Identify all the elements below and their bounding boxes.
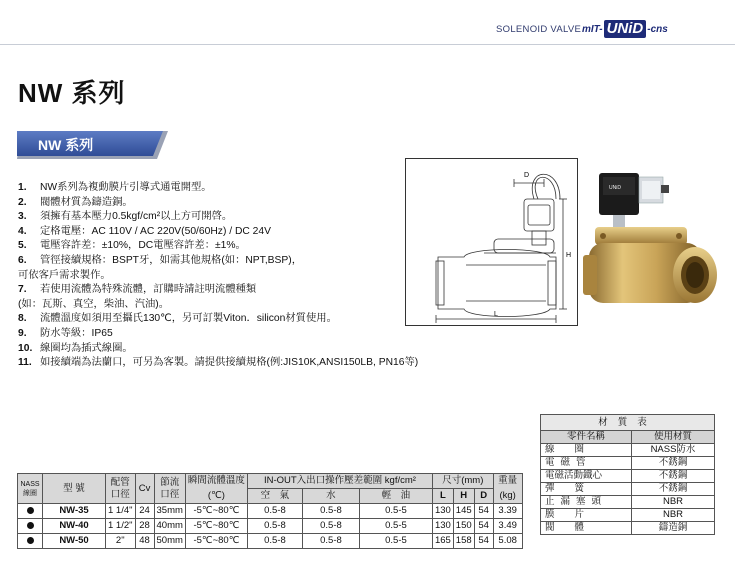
spec-row [18, 504, 523, 519]
feature-item [18, 327, 408, 342]
feature-item [18, 342, 408, 357]
material-row [541, 496, 715, 509]
header-temp: 瞬間流體溫度 [185, 474, 247, 489]
feature-item [18, 196, 408, 211]
spec-water: 0.5-8 [302, 534, 359, 549]
material-value: 不銹鋼 [632, 457, 715, 470]
feature-item [18, 283, 408, 298]
spec-air: 0.5-8 [247, 504, 302, 519]
feature-text: 管徑接續規格：BSPT牙，如需其他規格(如：NPT,BSP)， [40, 254, 303, 266]
feature-item [18, 254, 408, 269]
dimension-diagram [405, 158, 578, 326]
spec-port: 2" [106, 534, 136, 549]
material-value: 不銹鋼 [632, 470, 715, 483]
spec-weight: 3.39 [493, 504, 522, 519]
spec-d: 54 [474, 519, 493, 534]
spec-temp: -5℃~80℃ [185, 534, 247, 549]
spec-port: 1 1/4" [106, 504, 136, 519]
feature-text: 如接續端為法蘭口，可另為客製。請提供接續規格(例:JIS10K,ANSI150LB, PN16等) [40, 357, 419, 369]
nass-indicator [18, 504, 43, 519]
spec-model: NW-40 [43, 519, 106, 534]
material-row [541, 522, 715, 535]
spec-water: 0.5-8 [302, 504, 359, 519]
spec-oil: 0.5-5 [359, 534, 432, 549]
spec-row [18, 519, 523, 534]
feature-number: 11. [18, 357, 32, 369]
feature-item [18, 312, 408, 327]
header-l: L [432, 489, 453, 504]
spec-port: 1 1/2" [106, 519, 136, 534]
feature-item [18, 181, 408, 196]
spec-air: 0.5-8 [247, 534, 302, 549]
dim-label-h: H [566, 252, 572, 259]
feature-text-continued: (如：瓦斯、真空，柴油、汽油)。 [18, 298, 170, 310]
feature-number: 1. [18, 182, 27, 193]
feature-item [18, 210, 408, 225]
feature-text: 定格電壓：AC 110V / AC 220V(50/60Hz) / DC 24V [40, 225, 272, 237]
spec-l: 130 [432, 504, 453, 519]
brand-logo [582, 19, 668, 39]
feature-number: 9. [18, 327, 27, 339]
feature-number: 3. [18, 211, 27, 223]
material-row [541, 457, 715, 470]
material-part-name: 止漏塞頭 [541, 496, 632, 509]
material-part-name: 線圈 [541, 444, 632, 457]
spec-h: 145 [453, 504, 474, 519]
feature-text: 電壓容許差：±10%，DC電壓容許差：±1%。 [40, 240, 246, 252]
material-part-name: 電磁管 [541, 457, 632, 470]
header-weight-unit: (kg) [493, 489, 522, 504]
material-row [541, 509, 715, 522]
bullet-icon [27, 507, 34, 514]
spec-h: 158 [453, 534, 474, 549]
feature-text: 須擁有基本壓力0.5kgf/cm²以上方可開啓。 [40, 211, 233, 223]
banner-label: NW 系列 [38, 137, 94, 153]
feature-number: 2. [18, 196, 27, 208]
spec-oil: 0.5-5 [359, 519, 432, 534]
spec-weight: 3.49 [493, 519, 522, 534]
header-oil: 輕 油 [359, 489, 432, 504]
header-h: H [453, 489, 474, 504]
header-d: D [474, 489, 493, 504]
header-water: 水 [302, 489, 359, 504]
material-value: NBR [632, 496, 715, 509]
feature-text: NW系列為複動膜片引導式通電開型。 [40, 182, 212, 193]
spec-d: 54 [474, 534, 493, 549]
feature-number: 4. [18, 225, 27, 237]
dim-label-l: L [494, 311, 498, 318]
spec-l: 130 [432, 519, 453, 534]
spec-cv: 24 [135, 504, 154, 519]
product-photo [583, 163, 723, 331]
spec-row [18, 534, 523, 549]
spec-orifice: 35mm [154, 504, 185, 519]
header-port: 配管 口徑 [106, 474, 136, 504]
spec-cv: 28 [135, 519, 154, 534]
material-part-name: 電磁活動鐵心 [541, 470, 632, 483]
bullet-icon [27, 537, 34, 544]
spec-l: 165 [432, 534, 453, 549]
feature-item [18, 356, 419, 371]
material-value: NASS防水 [632, 444, 715, 457]
spec-weight: 5.08 [493, 534, 522, 549]
feature-list [18, 181, 419, 371]
material-table-title: 材質表 [541, 415, 715, 431]
material-header-part: 零件名稱 [541, 431, 632, 444]
feature-number: 10. [18, 342, 33, 354]
logo-left: mIT- [582, 23, 603, 35]
spec-h: 150 [453, 519, 474, 534]
coil-label: UNiD [609, 185, 621, 191]
spec-model: NW-50 [43, 534, 106, 549]
feature-text-continued: 可依客戶需求製作。 [18, 269, 111, 281]
feature-number: 6. [18, 254, 27, 266]
material-table [540, 414, 715, 535]
spec-water: 0.5-8 [302, 519, 359, 534]
header-cv: Cv [135, 474, 154, 504]
feature-number: 8. [18, 313, 27, 325]
material-value: 鑄造銅 [632, 522, 715, 535]
spec-temp: -5℃~80℃ [185, 519, 247, 534]
material-row [541, 444, 715, 457]
spec-temp: -5℃~80℃ [185, 504, 247, 519]
material-header-material: 使用材質 [632, 431, 715, 444]
spec-table [17, 473, 523, 549]
spec-air: 0.5-8 [247, 519, 302, 534]
material-value: 不銹鋼 [632, 483, 715, 496]
feature-text: 線圈均為插式線圈。 [40, 342, 133, 354]
spec-cv: 48 [135, 534, 154, 549]
valve-outline-drawing [406, 159, 577, 325]
header-size: 尺寸(mm) [432, 474, 493, 489]
bullet-icon [27, 522, 34, 529]
spec-oil: 0.5-5 [359, 504, 432, 519]
feature-text: 防水等級：IP65 [40, 327, 113, 339]
spec-model: NW-35 [43, 504, 106, 519]
material-part-name: 膜片 [541, 509, 632, 522]
spec-orifice: 40mm [154, 519, 185, 534]
logo-box: UNiD [604, 20, 647, 38]
feature-item [18, 225, 408, 240]
page-title: NW 系列 [18, 78, 126, 108]
feature-item [18, 239, 408, 254]
material-value: NBR [632, 509, 715, 522]
header-temp-unit: (℃) [185, 489, 247, 504]
feature-number: 5. [18, 240, 27, 252]
feature-text: 閥體材質為鑄造銅。 [40, 196, 133, 208]
spec-orifice: 50mm [154, 534, 185, 549]
feature-text: 流體溫度如須用至攝氏130℃，另可訂製Viton．silicon材質使用。 [40, 313, 337, 325]
nass-indicator [18, 534, 43, 549]
catalog-section-label: SOLENOID VALVE [496, 24, 582, 35]
header-divider [0, 44, 735, 45]
header-weight: 重量 [493, 474, 522, 489]
logo-right: -cns [647, 23, 668, 35]
material-part-name: 彈簧 [541, 483, 632, 496]
material-row [541, 483, 715, 496]
header-air: 空 氣 [247, 489, 302, 504]
spec-d: 54 [474, 504, 493, 519]
header-model: 型 號 [43, 474, 106, 504]
header-nass: NASS 線圈 [18, 474, 43, 504]
nass-indicator [18, 519, 43, 534]
feature-number: 7. [18, 284, 27, 296]
feature-text: 若使用流體為特殊流體，訂購時請註明流體種類 [40, 284, 257, 296]
header-orifice: 節流 口徑 [154, 474, 185, 504]
dim-label-d: D [524, 172, 530, 179]
header-pressure: IN-OUT入出口操作壓差範圍 kgf/cm² [247, 474, 432, 489]
material-part-name: 閥體 [541, 522, 632, 535]
material-row [541, 470, 715, 483]
